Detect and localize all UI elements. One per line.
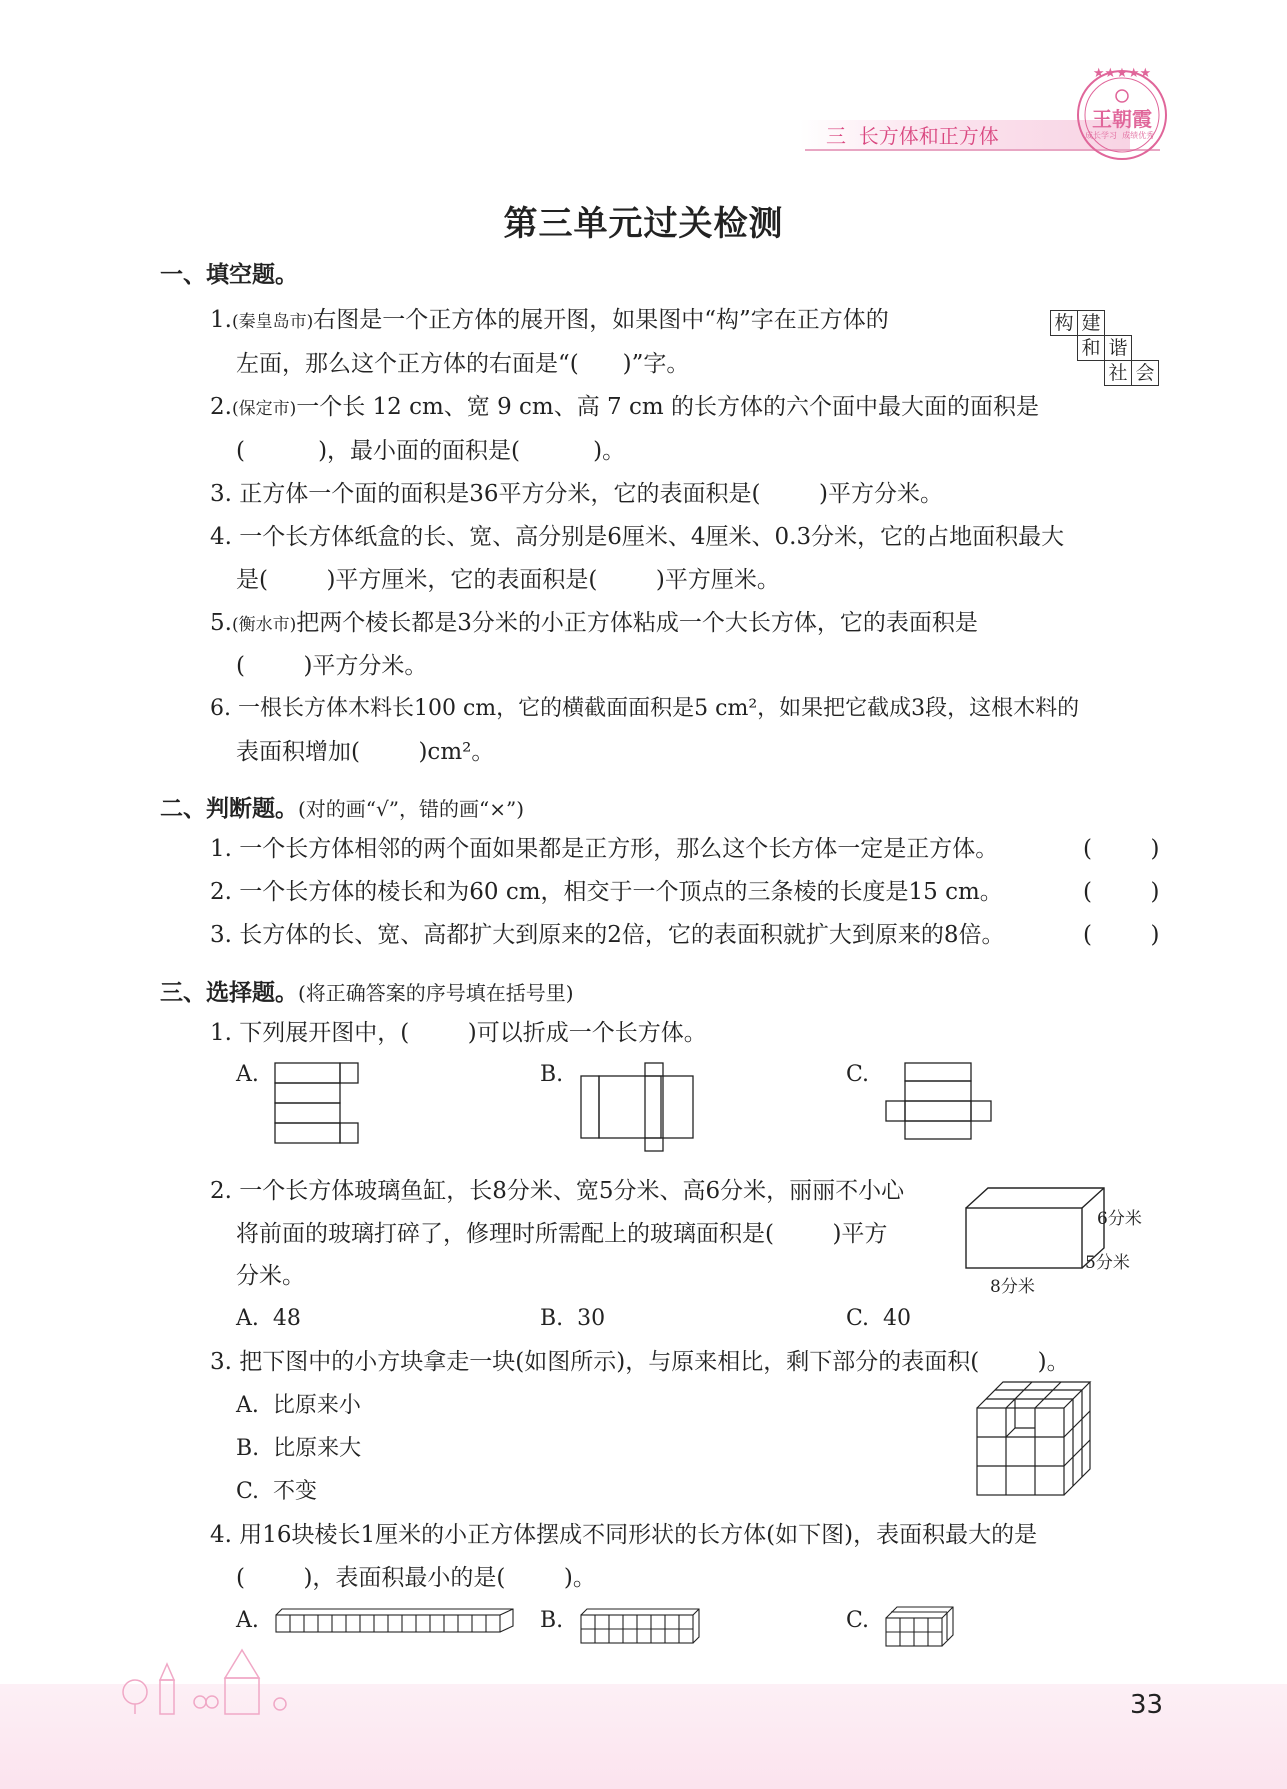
- s3-q4-option-a[interactable]: A.: [236, 1608, 259, 1633]
- s1-q1-line2: 左面，那么这个正方体的右面是“( )”字。: [236, 351, 690, 377]
- castle-decoration: [115, 1640, 315, 1715]
- s3-q4-option-c[interactable]: C.: [846, 1608, 870, 1633]
- logo-text: 王朝霞: [1092, 107, 1152, 131]
- s1-q4-line1: 4. 一个长方体纸盒的长、宽、高分别是6厘米、4厘米、0.3分米，它的占地面积最大: [210, 524, 1065, 550]
- s2-item: 2. 一个长方体的棱长和为60 cm，相交于一个顶点的三条棱的长度是15 cm。: [210, 879, 1003, 905]
- block-row-a: [275, 1608, 515, 1634]
- s3-q1-option-b[interactable]: B.: [540, 1062, 564, 1087]
- s3-q3: 3. 把下图中的小方块拿走一块(如图所示)，与原来相比，剩下部分的表面积( )。: [210, 1349, 1070, 1375]
- s1-q2-line2: ( )，最小面的面积是( )。: [236, 438, 626, 464]
- box-height-label: 6分米: [1097, 1209, 1142, 1229]
- s2-item: 3. 长方体的长、宽、高都扩大到原来的2倍，它的表面积就扩大到原来的8倍。: [210, 922, 1005, 948]
- page-number: 33: [1130, 1690, 1164, 1720]
- section2-heading: 二、判断题。(对的画“√”，错的画“×”): [160, 796, 525, 822]
- section3-heading: 三、选择题。(将正确答案的序号填在括号里): [160, 980, 574, 1006]
- logo-subtext: 成长学习 成绩优秀: [1085, 131, 1155, 140]
- net-cell: 建: [1077, 310, 1105, 336]
- s1-q4-line2: 是( )平方厘米，它的表面积是( )平方厘米。: [236, 567, 780, 593]
- net-cell: 会: [1131, 360, 1159, 386]
- s3-q2-line3: 分米。: [236, 1263, 305, 1289]
- box-length-label: 8分米: [990, 1277, 1035, 1297]
- block-row-c: [885, 1606, 957, 1648]
- net-cell: 社: [1104, 360, 1132, 386]
- s2-answer-paren[interactable]: ( ): [1083, 836, 1160, 862]
- s3-q2-option-b[interactable]: B. 30: [540, 1306, 606, 1331]
- cube-net: [1050, 310, 1160, 390]
- s1-q3: 3. 正方体一个面的面积是36平方分米，它的表面积是( )平方分米。: [210, 481, 943, 507]
- s1-q5-line2: ( )平方分米。: [236, 653, 428, 679]
- s3-q4-option-b[interactable]: B.: [540, 1608, 564, 1633]
- s1-q1-line1: 1.(秦皇岛市)右图是一个正方体的展开图，如果图中“构”字在正方体的: [210, 307, 889, 333]
- s3-q4-line2: ( )，表面积最小的是( )。: [236, 1565, 596, 1591]
- section1-heading: 一、填空题。: [160, 262, 298, 288]
- s1-q2-line1: 2.(保定市)一个长 12 cm、宽 9 cm、高 7 cm 的长方体的六个面中最大面的面积是: [210, 394, 1040, 420]
- s3-q1: 1. 下列展开图中，( )可以折成一个长方体。: [210, 1020, 707, 1046]
- s1-q6-line2: 表面积增加( )cm²。: [236, 739, 495, 765]
- page-title: 第三单元过关检测: [503, 204, 784, 244]
- s3-q4-line1: 4. 用16块棱长1厘米的小正方体摆成不同形状的长方体(如下图)，表面积最大的是: [210, 1522, 1038, 1548]
- net-cell: 和: [1077, 335, 1105, 361]
- net-cell: 构: [1050, 310, 1078, 336]
- s3-q2-line2: 将前面的玻璃打碎了，修理时所需配上的玻璃面积是( )平方: [236, 1221, 888, 1247]
- s2-answer-paren[interactable]: ( ): [1083, 879, 1160, 905]
- fish-tank-figure: [960, 1186, 1090, 1276]
- s1-q6-line1: 6. 一根长方体木料长100 cm，它的横截面面积是5 cm²，如果把它截成3段，这根木料的: [210, 696, 1080, 721]
- s3-q2-option-a[interactable]: A. 48: [236, 1306, 301, 1331]
- s1-q5-line1: 5.(衡水市)把两个棱长都是3分米的小正方体粘成一个大长方体，它的表面积是: [210, 610, 978, 636]
- net-cell: 谐: [1104, 335, 1132, 361]
- s3-q2-line1: 2. 一个长方体玻璃鱼缸，长8分米、宽5分米、高6分米，丽丽不小心: [210, 1178, 905, 1204]
- chapter-label: 三 长方体和正方体: [826, 124, 999, 148]
- cube-figure: [975, 1380, 1095, 1498]
- s3-q3-option-b[interactable]: B. 比原来大: [236, 1436, 362, 1461]
- s3-q2-option-c[interactable]: C. 40: [846, 1306, 912, 1331]
- s2-item: 1. 一个长方体相邻的两个面如果都是正方形，那么这个长方体一定是正方体。: [210, 836, 999, 862]
- net-c-figure: [885, 1062, 993, 1142]
- s3-q3-option-a[interactable]: A. 比原来小: [236, 1393, 361, 1418]
- net-b-figure: [580, 1062, 695, 1154]
- net-a-figure: [274, 1062, 360, 1144]
- box-width-label: 5分米: [1085, 1253, 1130, 1273]
- s3-q3-option-c[interactable]: C. 不变: [236, 1479, 318, 1504]
- s3-q1-option-a[interactable]: A.: [236, 1062, 259, 1087]
- s2-answer-paren[interactable]: ( ): [1083, 922, 1160, 948]
- s3-q1-option-c[interactable]: C.: [846, 1062, 870, 1087]
- block-row-b: [580, 1608, 705, 1644]
- svg-text:★★★★★: ★★★★★: [1092, 66, 1152, 81]
